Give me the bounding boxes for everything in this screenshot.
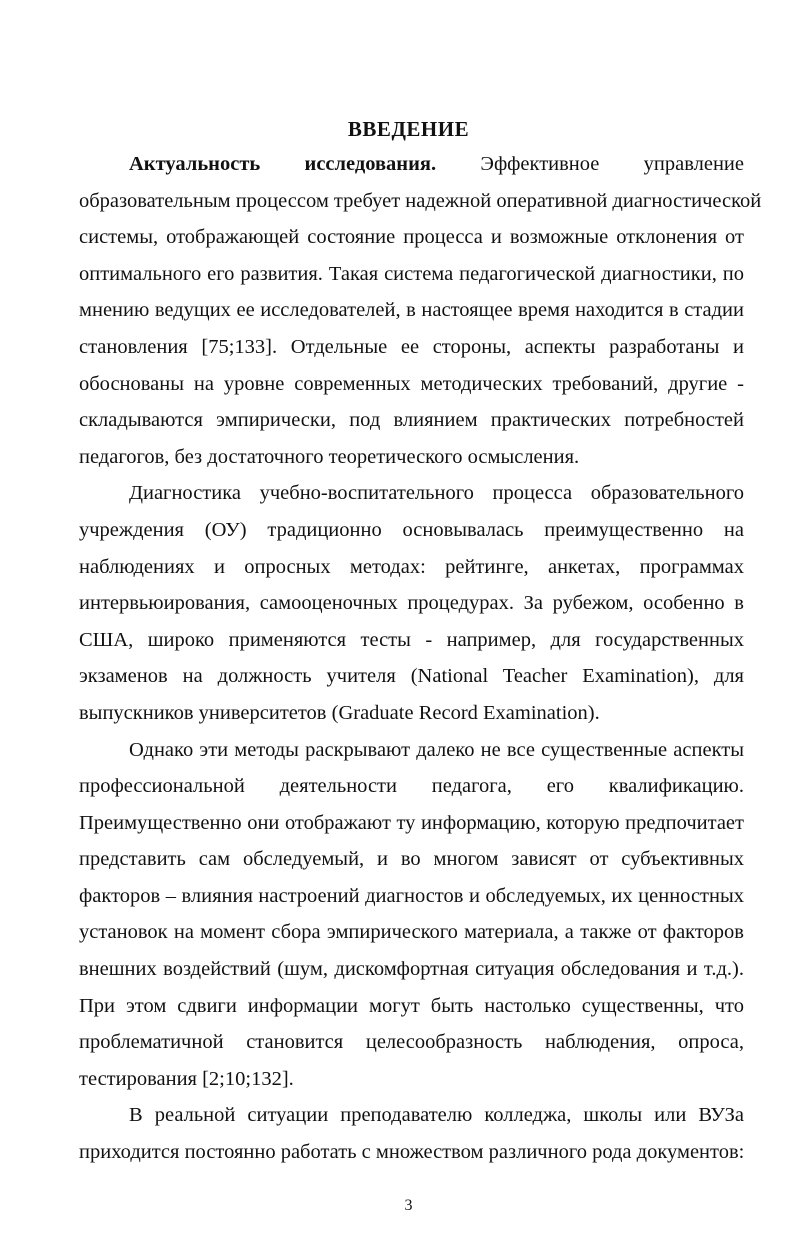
section-heading: ВВЕДЕНИЕ [347, 117, 470, 141]
paragraph-line: США, широко применяются тесты - например, для государственных [79, 628, 744, 651]
paragraph-line: В реальной ситуации преподавателю колледжа, школы или ВУЗа [129, 1104, 744, 1127]
lead-phrase: Актуальность исследования. [129, 153, 437, 175]
paragraph-line: образовательным процессом требует надежной оперативной диагностической [79, 189, 762, 212]
paragraph-line: внешних воздействий (шум, дискомфортная ситуация обследования и т.д.). [79, 958, 744, 981]
paragraph-line: тестирования [2;10;132]. [79, 1067, 294, 1090]
paragraph-line: педагогов, без достаточного теоретического осмысления. [79, 445, 580, 468]
paragraph-line: наблюдениях и опросных методах: рейтинге, анкетах, программах [79, 555, 744, 578]
body-text [79, 146, 762, 1171]
paragraph-line: интервьюирования, самооценочных процедурах. За рубежом, особенно в [79, 592, 744, 615]
paragraph-real-situation [79, 1097, 744, 1170]
paragraph-line: Актуальность исследования. Эффективное управление [129, 153, 744, 175]
paragraph-line: факторов – влияния настроений диагностов и обследуемых, их ценностных [79, 884, 744, 907]
paragraph-line: мнению ведущих ее исследователей, в настоящее время находится в стадии [79, 299, 744, 322]
paragraph-line: становления [75;133]. Отдельные ее стороны, аспекты разработаны и [79, 335, 744, 358]
paragraph-line: проблематичной становится целесообразность наблюдения, опроса, [79, 1031, 744, 1054]
paragraph-line: обоснованы на уровне современных методических требований, другие - [79, 372, 744, 395]
paragraph-line: учреждения (ОУ) традиционно основывалась преимущественно на [79, 518, 744, 541]
paragraph-line: При этом сдвиги информации могут быть настолько существенны, что [79, 994, 744, 1017]
paragraph-line: установок на момент сбора эмпирического материала, а также от факторов [79, 921, 744, 944]
paragraph-line: оптимального его развития. Такая система педагогической диагностики, по [79, 262, 744, 285]
paragraph-line: системы, отображающей состояние процесса и возможные отклонения от [79, 226, 744, 249]
paragraph-relevance [79, 146, 762, 475]
paragraph-line: приходится постоянно работать с множеством различного рода документов: [79, 1141, 745, 1164]
paragraph-line: Диагностика учебно-воспитательного процесса образовательного [129, 482, 744, 505]
paragraph-line: профессиональной деятельности педагога, его квалификацию. [79, 775, 744, 798]
paragraph-line: экзаменов на должность учителя (National Teacher Examination), для [79, 665, 744, 688]
paragraph-diagnostics [79, 475, 744, 731]
paragraph-line: выпускников университетов (Graduate Record Examination). [79, 701, 600, 724]
paragraph-line: Однако эти методы раскрывают далеко не все существенные аспекты [129, 738, 744, 761]
paragraph-methods [79, 732, 744, 1098]
paragraph-line: представить сам обследуемый, и во многом зависят от субъективных [79, 848, 744, 871]
paragraph-line: складываются эмпирически, под влиянием практических потребностей [79, 409, 744, 432]
paragraph-line: Преимущественно они отображают ту информацию, которую предпочитает [79, 811, 744, 834]
page-number: 3 [404, 1197, 413, 1214]
